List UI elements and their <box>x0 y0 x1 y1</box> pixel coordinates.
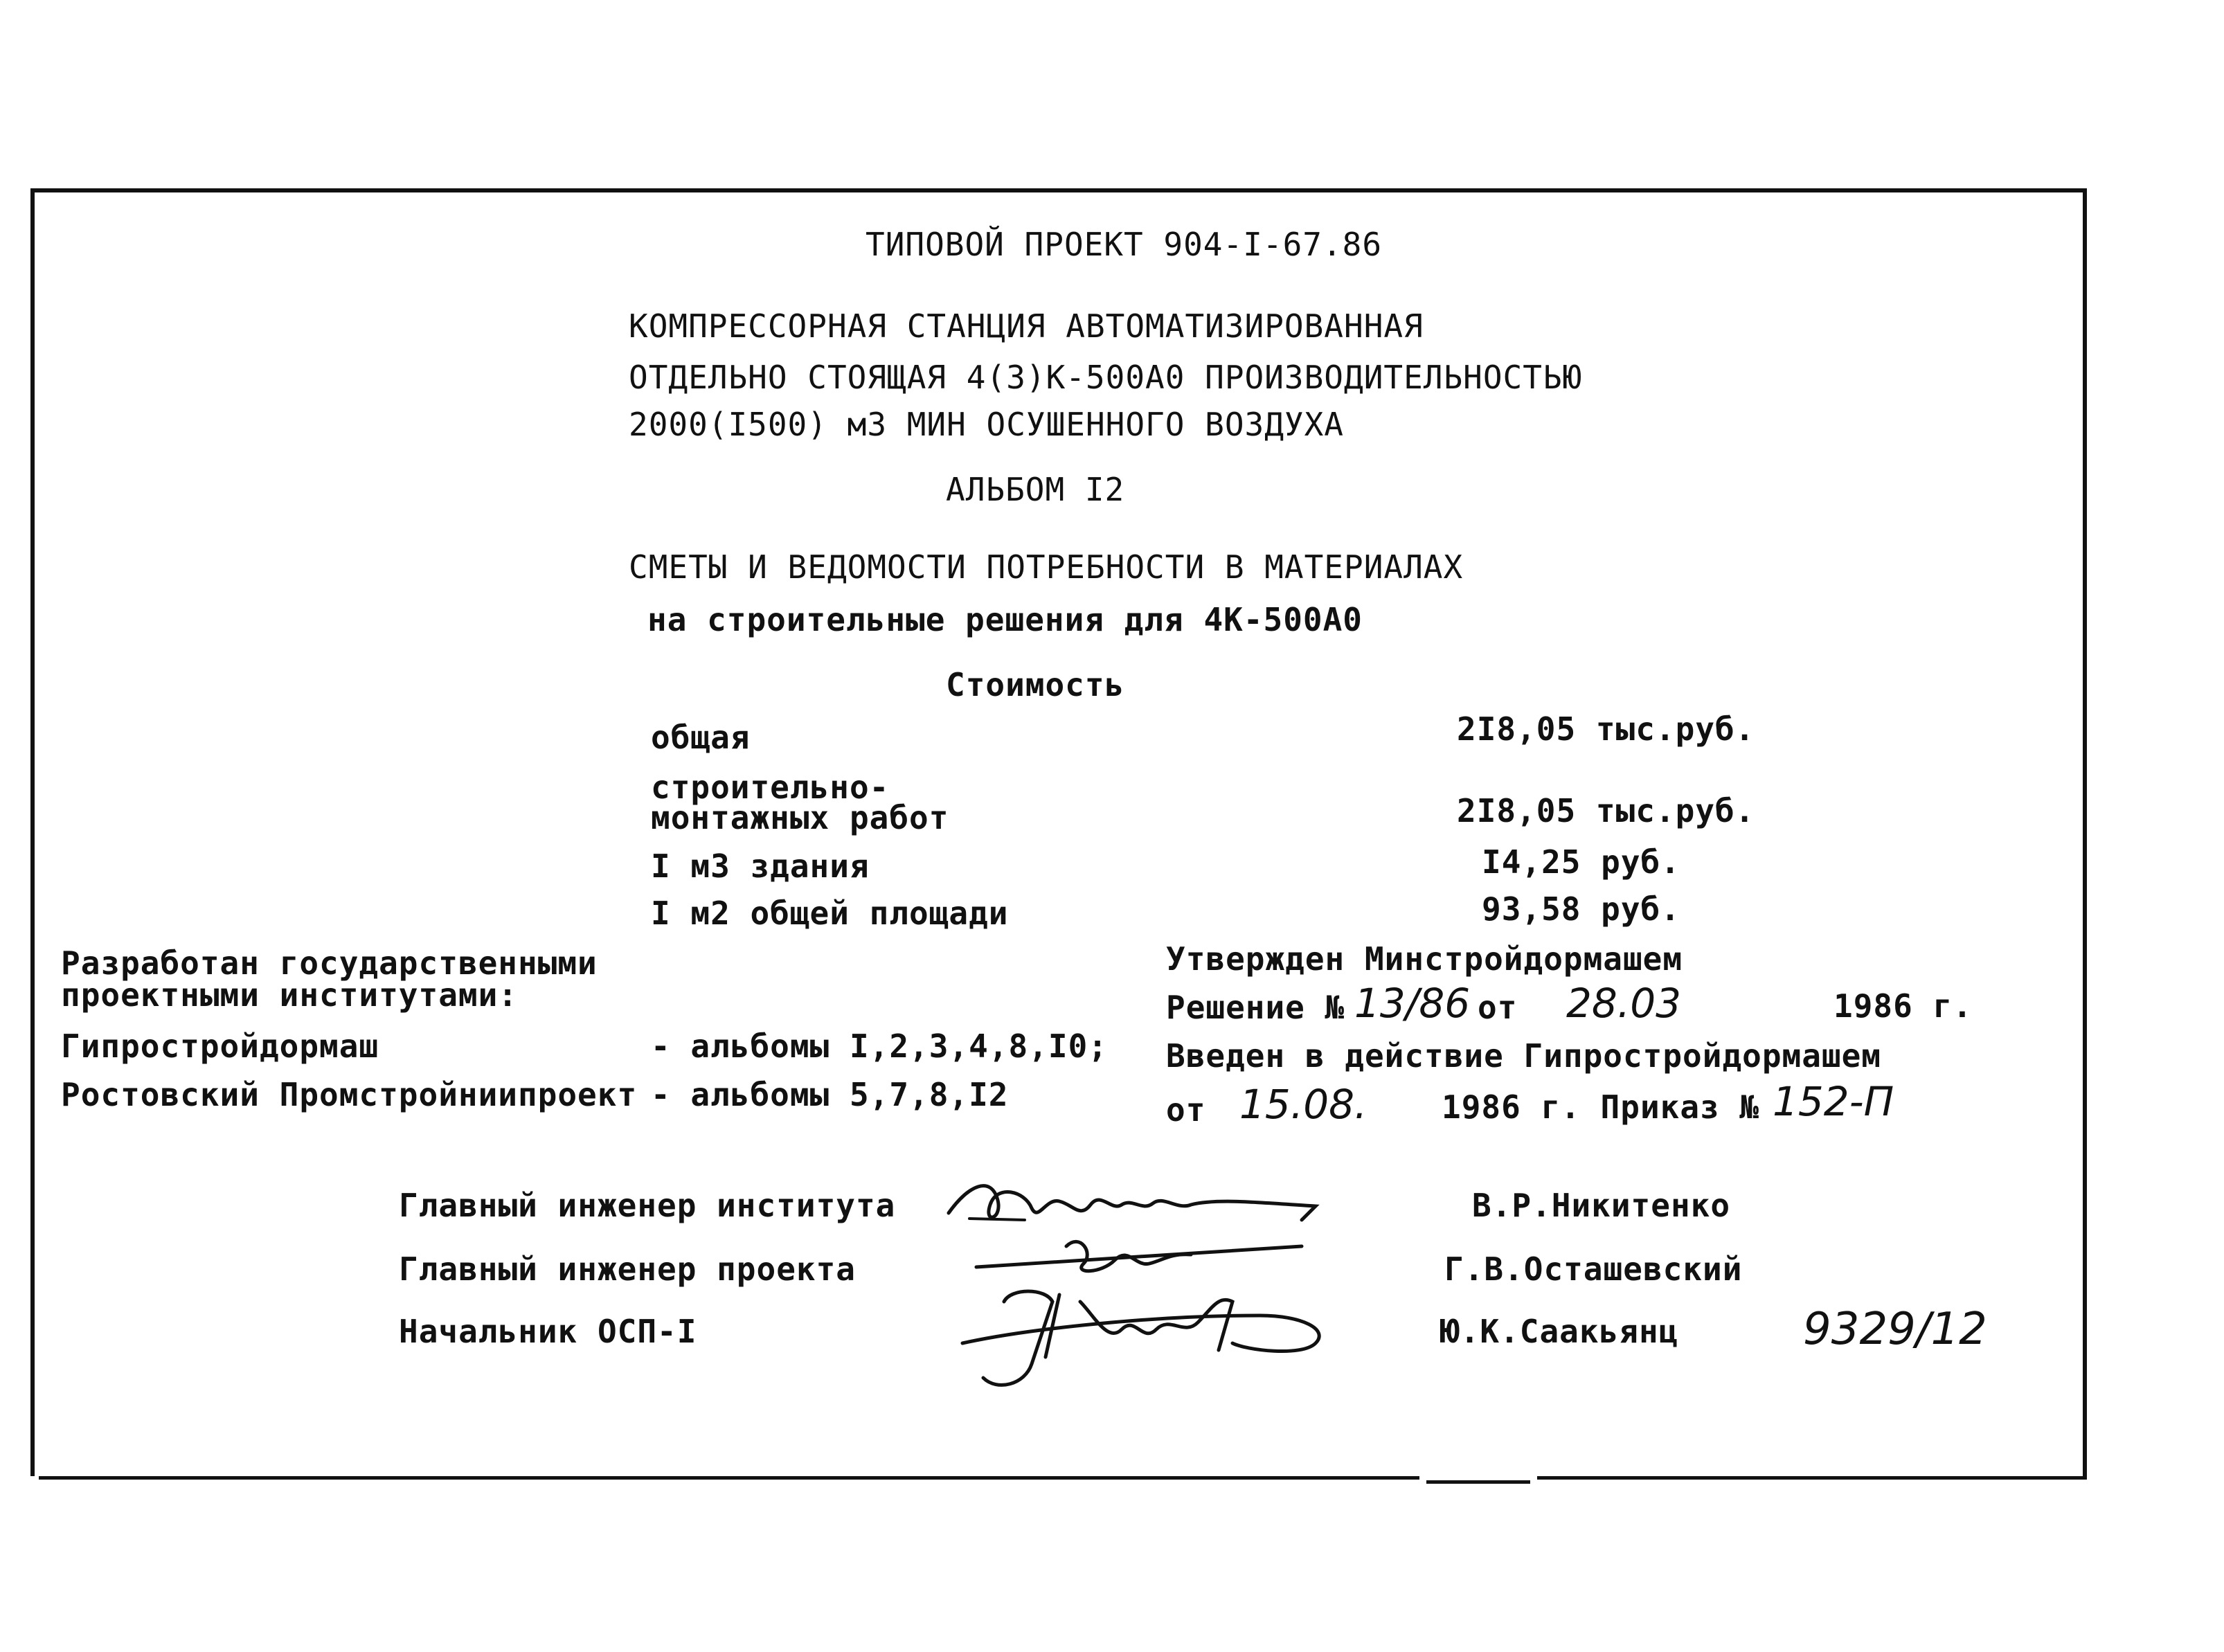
developer-albums-2: - альбомы 5,7,8,I2 <box>651 1076 1009 1113</box>
cost-total-label: общая <box>651 719 751 756</box>
signature-name-3: Ю.К.Саакьянц <box>1440 1313 1679 1350</box>
cost-per-m3-label: I м3 здания <box>651 847 870 885</box>
signature-position-1: Главный инженер института <box>399 1187 896 1224</box>
developer-albums-1: - альбомы I,2,3,4,8,I0; <box>651 1027 1108 1065</box>
signature-position-3: Начальник ОСП-I <box>399 1313 697 1350</box>
project-name-line-2: ОТДЕЛЬНО СТОЯЩАЯ 4(3)К-500А0 ПРОИЗВОДИТЕЛЬНОСТЬЮ <box>629 359 1583 396</box>
album-number: АЛЬБОМ I2 <box>946 471 1125 508</box>
section-subtitle: на строительные решения для 4К-500А0 <box>647 601 1363 638</box>
frame-border-bottom-offset <box>1426 1480 1530 1484</box>
signature-head-osp <box>942 1274 1343 1399</box>
cost-construction-value: 2I8,05 тыс.руб. <box>1457 792 1755 829</box>
project-name-line-3: 2000(I500) м3 МИН ОСУШЕННОГО ВОЗДУХА <box>629 406 1344 443</box>
cost-construction-label-line-1: строительно- <box>651 769 890 806</box>
project-name-line-1: КОМПРЕССОРНАЯ СТАНЦИЯ АВТОМАТИЗИРОВАННАЯ <box>629 307 1424 345</box>
frame-border-left <box>30 188 35 1476</box>
developers-heading-line-2: проектными институтами: <box>61 976 518 1014</box>
developers-heading-line-1: Разработан государственными <box>61 944 598 982</box>
inventory-number-handwritten: 9329/12 <box>1803 1304 1987 1355</box>
order-number-handwritten: 152-П <box>1773 1078 1894 1125</box>
signature-name-1: В.Р.Никитенко <box>1472 1187 1731 1224</box>
decision-from: от <box>1478 989 1518 1026</box>
enacted-by: Введен в действие Гипростройдормашем <box>1166 1037 1881 1075</box>
decision-number-handwritten: 13/86 <box>1354 980 1471 1027</box>
approved-by: Утвержден Минстройдормашем <box>1166 940 1683 978</box>
cost-construction-label-line-2: монтажных работ <box>651 799 949 836</box>
cost-per-m2-label: I м2 общей площади <box>651 895 1009 932</box>
project-title: ТИПОВОЙ ПРОЕКТ 904-I-67.86 <box>866 226 1383 263</box>
enacted-year-order: 1986 г. Приказ № <box>1442 1088 1760 1126</box>
cost-total-value: 2I8,05 тыс.руб. <box>1457 710 1755 748</box>
section-title: СМЕТЫ И ВЕДОМОСТИ ПОТРЕБНОСТИ В МАТЕРИАЛАХ <box>629 548 1464 586</box>
signature-position-2: Главный инженер проекта <box>399 1250 856 1288</box>
frame-border-bottom <box>39 1476 2087 1480</box>
enacted-from: от <box>1166 1091 1206 1129</box>
cost-per-m2-value: 93,58 руб. <box>1482 890 1680 928</box>
cost-per-m3-value: I4,25 руб. <box>1482 843 1680 881</box>
developer-institute-2: Ростовский Промстройниипроект <box>61 1076 638 1113</box>
decision-year: 1986 г. <box>1833 987 1973 1025</box>
developer-institute-1: Гипростройдормаш <box>61 1027 379 1065</box>
decision-date-handwritten: 28.03 <box>1566 980 1682 1027</box>
frame-border-right <box>2083 188 2087 1476</box>
frame-border-top <box>30 188 2087 192</box>
enacted-date-handwritten: 15.08. <box>1239 1081 1367 1128</box>
signature-name-2: Г.В.Осташевский <box>1444 1250 1743 1288</box>
cost-heading: Стоимость <box>946 666 1125 703</box>
decision-prefix: Решение № <box>1166 989 1345 1026</box>
